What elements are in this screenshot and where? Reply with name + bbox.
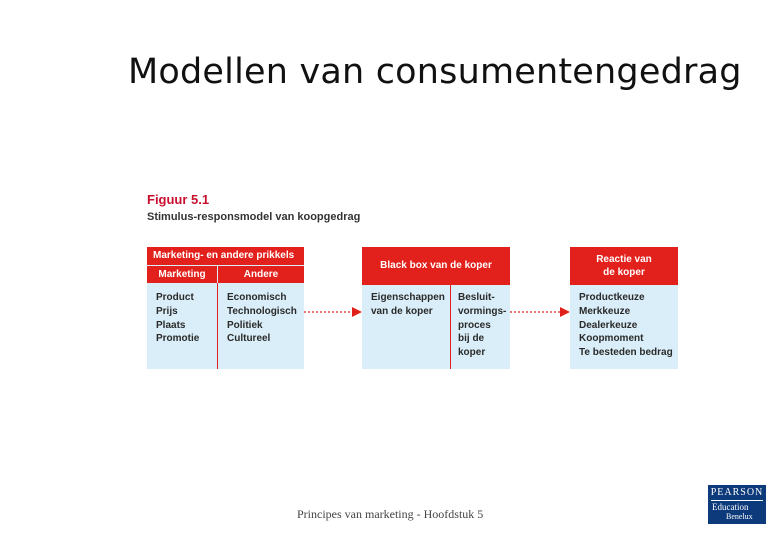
stimuli-box	[147, 247, 304, 369]
list-item: Technologisch	[227, 305, 297, 317]
figure-label: Figuur 5.1	[147, 192, 210, 207]
slide-footer: Principes van marketing - Hoofdstuk 5	[297, 507, 484, 521]
list-item: Dealerkeuze	[579, 319, 638, 331]
list-item: Besluit-	[458, 292, 495, 303]
logo-line3: Benelux	[726, 512, 753, 521]
black-box	[362, 247, 510, 369]
arrow-to-black-box	[304, 305, 362, 319]
list-item: Plaats	[156, 319, 186, 331]
list-item: Productkeuze	[579, 292, 645, 303]
list-item: proces	[458, 319, 491, 331]
list-item: Te besteden bedrag	[579, 347, 673, 359]
list-item: vormings-	[458, 305, 507, 317]
marketing-column-header: Marketing	[147, 266, 217, 283]
list-item: bij de	[458, 333, 485, 345]
list-item: Product	[156, 292, 194, 303]
list-item: Merkkeuze	[579, 305, 631, 317]
list-item: Promotie	[156, 333, 200, 345]
figure-caption: Stimulus-responsmodel van koopgedrag	[147, 211, 361, 223]
response-box	[570, 247, 678, 369]
response-header-line2: de koper	[603, 267, 645, 278]
stimuli-header: Marketing- en andere prikkels	[147, 247, 304, 265]
list-item: Economisch	[227, 292, 287, 303]
pearson-logo	[708, 485, 766, 524]
black-box-header: Black box van de koper	[362, 247, 510, 285]
list-item: Cultureel	[227, 333, 271, 345]
other-items-list	[227, 291, 297, 346]
stimuli-subheader-row	[147, 266, 304, 283]
other-column-header: Andere	[218, 266, 304, 283]
response-header	[570, 247, 678, 285]
logo-line2: Education	[712, 502, 749, 512]
list-item: Prijs	[156, 305, 178, 317]
arrow-to-response	[510, 305, 570, 319]
column-divider	[217, 283, 218, 369]
slide-title: Modellen van consumentengedrag	[128, 52, 742, 92]
response-items-list	[579, 291, 673, 360]
buyer-characteristics-list	[371, 291, 445, 319]
logo-line1: PEARSON	[710, 487, 764, 498]
marketing-items-list	[156, 291, 199, 346]
column-divider	[450, 285, 451, 369]
list-item: Koopmoment	[579, 333, 644, 345]
list-item: van de koper	[371, 305, 433, 317]
decision-process-list	[458, 291, 506, 360]
list-item: Eigenschappen	[371, 292, 445, 303]
list-item: koper	[458, 347, 486, 359]
list-item: Politiek	[227, 319, 263, 331]
response-header-line1: Reactie van	[596, 254, 652, 265]
